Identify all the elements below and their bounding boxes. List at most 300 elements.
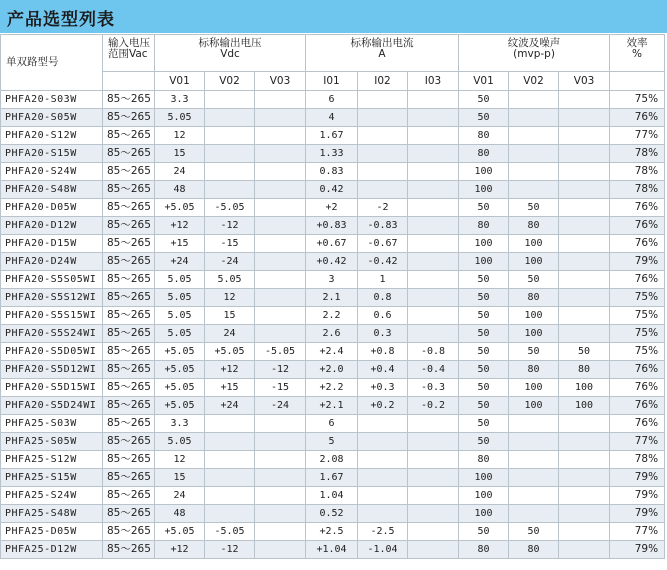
- cell-v03: [255, 109, 306, 127]
- cell-i01: 6: [306, 91, 358, 109]
- cell-efficiency: 78%: [610, 145, 665, 163]
- cell-i03: [408, 109, 459, 127]
- cell-v02: +15: [205, 379, 255, 397]
- cell-vin: 85～265: [103, 289, 155, 307]
- cell-i03: [408, 199, 459, 217]
- cell-vin: 85～265: [103, 163, 155, 181]
- cell-model: PHFA25-S24W: [1, 487, 103, 505]
- cell-v02: 24: [205, 325, 255, 343]
- table-row: [1, 451, 665, 469]
- cell-v02: [205, 415, 255, 433]
- cell-ripple-v03: [559, 451, 610, 469]
- cell-i02: +0.4: [358, 361, 408, 379]
- subheader-i03: I03: [408, 72, 459, 91]
- cell-v03: [255, 541, 306, 559]
- cell-v02: -24: [205, 253, 255, 271]
- cell-vin: 85～265: [103, 307, 155, 325]
- cell-v03: [255, 163, 306, 181]
- cell-i01: 0.52: [306, 505, 358, 523]
- cell-ripple-v03: [559, 523, 610, 541]
- header-eff-line2: %: [632, 48, 643, 60]
- table-row: [1, 541, 665, 559]
- cell-ripple-v02: [509, 505, 559, 523]
- cell-v01: +5.05: [155, 343, 205, 361]
- cell-v03: [255, 145, 306, 163]
- cell-v02: [205, 91, 255, 109]
- cell-i01: 1.04: [306, 487, 358, 505]
- cell-i03: -0.2: [408, 397, 459, 415]
- cell-v02: [205, 451, 255, 469]
- table-row: [1, 253, 665, 271]
- cell-i01: +2.1: [306, 397, 358, 415]
- cell-ripple-v02: 100: [509, 379, 559, 397]
- cell-i03: [408, 433, 459, 451]
- cell-i02: [358, 505, 408, 523]
- cell-v01: 48: [155, 505, 205, 523]
- cell-v02: -5.05: [205, 199, 255, 217]
- cell-ripple-v01: 50: [459, 91, 509, 109]
- cell-vin: 85～265: [103, 325, 155, 343]
- cell-efficiency: 75%: [610, 343, 665, 361]
- cell-model: PHFA20-D12W: [1, 217, 103, 235]
- cell-i02: -0.83: [358, 217, 408, 235]
- cell-i02: [358, 487, 408, 505]
- cell-ripple-v03: [559, 199, 610, 217]
- header-eff: [610, 35, 665, 72]
- cell-ripple-v02: 100: [509, 307, 559, 325]
- cell-vin: 85～265: [103, 541, 155, 559]
- cell-i03: [408, 253, 459, 271]
- cell-v03: [255, 505, 306, 523]
- cell-i02: [358, 163, 408, 181]
- cell-ripple-v02: 100: [509, 253, 559, 271]
- cell-vin: 85～265: [103, 451, 155, 469]
- cell-ripple-v02: [509, 145, 559, 163]
- cell-vin: 85～265: [103, 109, 155, 127]
- header-eff-sub: [610, 72, 665, 91]
- cell-v03: [255, 91, 306, 109]
- cell-v03: [255, 433, 306, 451]
- cell-ripple-v02: 80: [509, 541, 559, 559]
- cell-v02: -12: [205, 217, 255, 235]
- table-row: [1, 145, 665, 163]
- cell-i03: [408, 523, 459, 541]
- cell-ripple-v01: 100: [459, 163, 509, 181]
- cell-ripple-v01: 50: [459, 361, 509, 379]
- cell-v03: [255, 469, 306, 487]
- cell-ripple-v02: 50: [509, 523, 559, 541]
- cell-v02: -5.05: [205, 523, 255, 541]
- cell-v02: +24: [205, 397, 255, 415]
- cell-efficiency: 76%: [610, 199, 665, 217]
- cell-i02: [358, 145, 408, 163]
- cell-v02: [205, 109, 255, 127]
- cell-v03: [255, 235, 306, 253]
- cell-v01: +5.05: [155, 361, 205, 379]
- cell-i02: -2: [358, 199, 408, 217]
- cell-vin: 85～265: [103, 343, 155, 361]
- cell-efficiency: 79%: [610, 469, 665, 487]
- cell-i01: 4: [306, 109, 358, 127]
- cell-i02: -1.04: [358, 541, 408, 559]
- header-eff-line1: 效率: [626, 37, 648, 49]
- cell-v01: +12: [155, 217, 205, 235]
- cell-i01: +0.67: [306, 235, 358, 253]
- cell-i03: [408, 541, 459, 559]
- cell-v03: [255, 271, 306, 289]
- cell-ripple-v03: [559, 307, 610, 325]
- header-vin-sub: [103, 72, 155, 91]
- cell-vin: 85～265: [103, 523, 155, 541]
- cell-v01: +5.05: [155, 397, 205, 415]
- cell-ripple-v02: 100: [509, 325, 559, 343]
- cell-ripple-v02: [509, 127, 559, 145]
- cell-v01: +5.05: [155, 199, 205, 217]
- cell-i02: [358, 469, 408, 487]
- cell-i01: 0.42: [306, 181, 358, 199]
- cell-model: PHFA25-D05W: [1, 523, 103, 541]
- cell-v02: 15: [205, 307, 255, 325]
- cell-i01: 2.08: [306, 451, 358, 469]
- table-row: [1, 523, 665, 541]
- cell-vin: 85～265: [103, 217, 155, 235]
- cell-model: PHFA20-D24W: [1, 253, 103, 271]
- cell-v02: -15: [205, 235, 255, 253]
- cell-i01: +2: [306, 199, 358, 217]
- cell-i01: +2.0: [306, 361, 358, 379]
- table-row: [1, 325, 665, 343]
- cell-model: PHFA20-D15W: [1, 235, 103, 253]
- cell-model: PHFA20-D05W: [1, 199, 103, 217]
- cell-model: PHFA20-S5D24WI: [1, 397, 103, 415]
- cell-model: PHFA25-D12W: [1, 541, 103, 559]
- cell-v01: 24: [155, 487, 205, 505]
- cell-v03: [255, 253, 306, 271]
- cell-model: PHFA20-S5S05WI: [1, 271, 103, 289]
- cell-v03: [255, 127, 306, 145]
- cell-ripple-v02: [509, 415, 559, 433]
- cell-i01: 2.1: [306, 289, 358, 307]
- cell-i01: 1.33: [306, 145, 358, 163]
- cell-i01: 6: [306, 415, 358, 433]
- cell-model: PHFA25-S12W: [1, 451, 103, 469]
- cell-ripple-v01: 80: [459, 217, 509, 235]
- cell-ripple-v03: 80: [559, 361, 610, 379]
- cell-model: PHFA20-S03W: [1, 91, 103, 109]
- subheader-ripple-v01: V01: [459, 72, 509, 91]
- cell-model: PHFA20-S5D12WI: [1, 361, 103, 379]
- cell-efficiency: 79%: [610, 541, 665, 559]
- cell-efficiency: 77%: [610, 523, 665, 541]
- header-iout-line1: 标称输出电流: [350, 37, 414, 49]
- cell-i03: [408, 505, 459, 523]
- cell-efficiency: 79%: [610, 253, 665, 271]
- cell-ripple-v02: [509, 487, 559, 505]
- cell-vin: 85～265: [103, 271, 155, 289]
- header-ripple-line1: 纹波及噪声: [507, 37, 561, 49]
- cell-v03: [255, 451, 306, 469]
- cell-i03: -0.8: [408, 343, 459, 361]
- cell-v02: [205, 163, 255, 181]
- cell-ripple-v03: [559, 433, 610, 451]
- cell-efficiency: 76%: [610, 397, 665, 415]
- cell-v03: [255, 487, 306, 505]
- cell-ripple-v03: [559, 181, 610, 199]
- cell-efficiency: 78%: [610, 451, 665, 469]
- cell-model: PHFA20-S5S24WI: [1, 325, 103, 343]
- cell-ripple-v01: 50: [459, 379, 509, 397]
- table-row: [1, 397, 665, 415]
- cell-ripple-v01: 50: [459, 325, 509, 343]
- cell-efficiency: 77%: [610, 127, 665, 145]
- subheader-v03: V03: [255, 72, 306, 91]
- cell-efficiency: 76%: [610, 217, 665, 235]
- cell-vin: 85～265: [103, 181, 155, 199]
- cell-vin: 85～265: [103, 379, 155, 397]
- cell-i03: [408, 289, 459, 307]
- cell-ripple-v01: 50: [459, 289, 509, 307]
- cell-vin: 85～265: [103, 361, 155, 379]
- cell-efficiency: 76%: [610, 271, 665, 289]
- cell-ripple-v03: [559, 217, 610, 235]
- cell-ripple-v03: 50: [559, 343, 610, 361]
- cell-model: PHFA20-S5D15WI: [1, 379, 103, 397]
- cell-i01: 1.67: [306, 127, 358, 145]
- cell-ripple-v02: 50: [509, 199, 559, 217]
- cell-i02: +0.2: [358, 397, 408, 415]
- cell-ripple-v02: 50: [509, 271, 559, 289]
- cell-ripple-v02: [509, 451, 559, 469]
- page-title: 产品选型列表: [7, 10, 115, 30]
- cell-v03: -15: [255, 379, 306, 397]
- cell-v01: 3.3: [155, 91, 205, 109]
- cell-v02: +12: [205, 361, 255, 379]
- cell-v03: [255, 181, 306, 199]
- cell-ripple-v02: 80: [509, 217, 559, 235]
- cell-model: PHFA25-S15W: [1, 469, 103, 487]
- header-vin-line2: 范围Vac: [108, 48, 148, 60]
- cell-ripple-v01: 50: [459, 271, 509, 289]
- cell-i02: [358, 127, 408, 145]
- table-row: [1, 505, 665, 523]
- cell-v03: [255, 199, 306, 217]
- cell-ripple-v01: 50: [459, 199, 509, 217]
- cell-i02: [358, 415, 408, 433]
- cell-i01: 5: [306, 433, 358, 451]
- cell-efficiency: 78%: [610, 181, 665, 199]
- cell-ripple-v03: [559, 253, 610, 271]
- cell-v03: -12: [255, 361, 306, 379]
- table-row: [1, 343, 665, 361]
- cell-v03: [255, 307, 306, 325]
- cell-i03: [408, 271, 459, 289]
- cell-ripple-v03: [559, 505, 610, 523]
- cell-v03: [255, 217, 306, 235]
- cell-efficiency: 79%: [610, 505, 665, 523]
- cell-model: PHFA20-S5S12WI: [1, 289, 103, 307]
- cell-i02: +0.8: [358, 343, 408, 361]
- cell-v01: 5.05: [155, 307, 205, 325]
- cell-v03: [255, 289, 306, 307]
- cell-v02: [205, 181, 255, 199]
- subheader-ripple-v02: V02: [509, 72, 559, 91]
- cell-i01: +0.83: [306, 217, 358, 235]
- header-iout-line2: A: [378, 48, 386, 60]
- table-row: [1, 235, 665, 253]
- cell-v03: -5.05: [255, 343, 306, 361]
- cell-efficiency: 75%: [610, 307, 665, 325]
- cell-ripple-v01: 80: [459, 145, 509, 163]
- title-bar: [0, 0, 667, 33]
- cell-i03: [408, 181, 459, 199]
- cell-vin: 85～265: [103, 433, 155, 451]
- cell-v01: 5.05: [155, 433, 205, 451]
- cell-ripple-v01: 50: [459, 397, 509, 415]
- cell-vin: 85～265: [103, 253, 155, 271]
- cell-vin: 85～265: [103, 127, 155, 145]
- cell-i03: [408, 235, 459, 253]
- cell-i01: +0.42: [306, 253, 358, 271]
- cell-model: PHFA20-S15W: [1, 145, 103, 163]
- cell-ripple-v03: [559, 109, 610, 127]
- cell-i01: 3: [306, 271, 358, 289]
- cell-ripple-v03: [559, 235, 610, 253]
- cell-model: PHFA25-S05W: [1, 433, 103, 451]
- cell-ripple-v01: 80: [459, 451, 509, 469]
- cell-i02: 0.3: [358, 325, 408, 343]
- cell-v02: [205, 433, 255, 451]
- cell-v01: 5.05: [155, 109, 205, 127]
- cell-v01: 15: [155, 145, 205, 163]
- cell-v01: 5.05: [155, 289, 205, 307]
- cell-i02: 0.6: [358, 307, 408, 325]
- cell-efficiency: 78%: [610, 163, 665, 181]
- cell-ripple-v03: [559, 91, 610, 109]
- cell-model: PHFA25-S48W: [1, 505, 103, 523]
- cell-ripple-v03: [559, 487, 610, 505]
- cell-i01: 1.67: [306, 469, 358, 487]
- cell-v02: [205, 469, 255, 487]
- header-vout-line1: 标称输出电压: [198, 37, 262, 49]
- cell-ripple-v01: 50: [459, 523, 509, 541]
- cell-i03: [408, 469, 459, 487]
- cell-ripple-v03: 100: [559, 379, 610, 397]
- cell-v01: +24: [155, 253, 205, 271]
- cell-v01: 12: [155, 451, 205, 469]
- cell-efficiency: 76%: [610, 109, 665, 127]
- cell-i03: [408, 415, 459, 433]
- cell-i01: +2.2: [306, 379, 358, 397]
- cell-ripple-v02: [509, 469, 559, 487]
- cell-v03: [255, 415, 306, 433]
- cell-i02: [358, 109, 408, 127]
- cell-i03: [408, 217, 459, 235]
- cell-ripple-v03: [559, 163, 610, 181]
- cell-ripple-v03: [559, 325, 610, 343]
- cell-model: PHFA20-S5D05WI: [1, 343, 103, 361]
- cell-v01: +12: [155, 541, 205, 559]
- table-row: [1, 199, 665, 217]
- subheader-v02: V02: [205, 72, 255, 91]
- header-iout: [306, 35, 459, 72]
- table-row: [1, 91, 665, 109]
- cell-efficiency: 76%: [610, 379, 665, 397]
- cell-i02: 1: [358, 271, 408, 289]
- table-row: [1, 109, 665, 127]
- cell-i02: [358, 91, 408, 109]
- cell-i03: -0.3: [408, 379, 459, 397]
- cell-v01: 3.3: [155, 415, 205, 433]
- cell-i01: +2.4: [306, 343, 358, 361]
- header-vout: [155, 35, 306, 72]
- cell-ripple-v02: [509, 91, 559, 109]
- table-row: [1, 289, 665, 307]
- cell-i01: +2.5: [306, 523, 358, 541]
- cell-ripple-v02: [509, 109, 559, 127]
- cell-v02: [205, 127, 255, 145]
- cell-efficiency: 75%: [610, 325, 665, 343]
- cell-ripple-v01: 100: [459, 487, 509, 505]
- header-vin-line1: 输入电压: [108, 37, 150, 49]
- header-vout-line2: Vdc: [220, 48, 240, 60]
- cell-ripple-v03: [559, 289, 610, 307]
- cell-v01: 5.05: [155, 325, 205, 343]
- cell-ripple-v02: 80: [509, 361, 559, 379]
- cell-i02: [358, 181, 408, 199]
- cell-ripple-v03: [559, 145, 610, 163]
- table-row: [1, 487, 665, 505]
- subheader-i01: I01: [306, 72, 358, 91]
- cell-ripple-v01: 50: [459, 415, 509, 433]
- header-vin: [103, 35, 155, 72]
- cell-efficiency: 75%: [610, 91, 665, 109]
- cell-v02: -12: [205, 541, 255, 559]
- table-row: [1, 307, 665, 325]
- cell-vin: 85～265: [103, 487, 155, 505]
- cell-efficiency: 76%: [610, 361, 665, 379]
- cell-ripple-v01: 100: [459, 469, 509, 487]
- cell-v01: +5.05: [155, 379, 205, 397]
- cell-v02: 12: [205, 289, 255, 307]
- product-selection-table: [0, 34, 665, 559]
- cell-ripple-v03: [559, 469, 610, 487]
- cell-v01: 24: [155, 163, 205, 181]
- cell-i03: [408, 91, 459, 109]
- cell-v01: 48: [155, 181, 205, 199]
- cell-i03: [408, 451, 459, 469]
- cell-efficiency: 76%: [610, 415, 665, 433]
- cell-vin: 85～265: [103, 199, 155, 217]
- cell-i02: -2.5: [358, 523, 408, 541]
- cell-efficiency: 75%: [610, 289, 665, 307]
- cell-ripple-v02: 50: [509, 343, 559, 361]
- cell-ripple-v02: [509, 163, 559, 181]
- table-row: [1, 361, 665, 379]
- cell-ripple-v02: 100: [509, 397, 559, 415]
- cell-v02: +5.05: [205, 343, 255, 361]
- cell-ripple-v01: 100: [459, 181, 509, 199]
- cell-ripple-v02: 100: [509, 235, 559, 253]
- cell-i01: 0.83: [306, 163, 358, 181]
- cell-i03: [408, 163, 459, 181]
- cell-model: PHFA25-S03W: [1, 415, 103, 433]
- cell-i03: [408, 487, 459, 505]
- cell-i03: [408, 145, 459, 163]
- table-row: [1, 217, 665, 235]
- table-row: [1, 379, 665, 397]
- cell-v01: +15: [155, 235, 205, 253]
- header-model: 单双路型号: [1, 35, 103, 91]
